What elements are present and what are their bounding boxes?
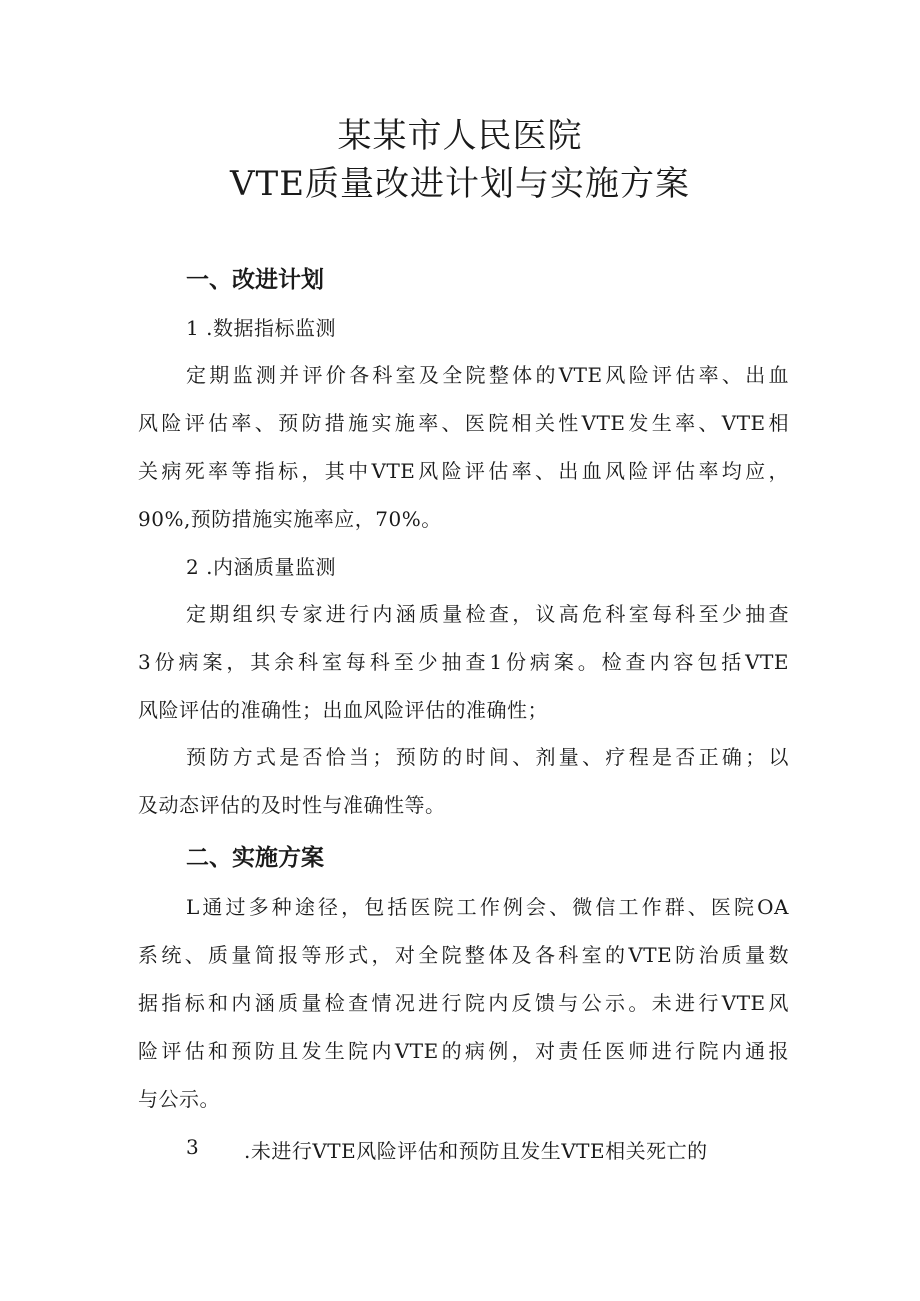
- paragraph-line: 系统、质量简报等形式，对全院整体及各科室的VTE防治质量数: [138, 943, 789, 967]
- item2-title: 2 .内涵质量监测: [186, 555, 336, 579]
- paragraph-line: 关病死率等指标，其中VTE风险评估率、出血风险评估率均应，: [138, 459, 789, 483]
- paragraph-line: 及动态评估的及时性与准确性等。: [138, 793, 446, 817]
- paragraph-line: L通过多种途径，包括医院工作例会、微信工作群、医院OA: [186, 895, 789, 919]
- paragraph-line: 据指标和内涵质量检查情况进行院内反馈与公示。未进行VTE风: [138, 991, 789, 1015]
- section1-heading: 一、改进计划: [186, 267, 324, 293]
- paragraph-line: 风险评估的准确性；出血风险评估的准确性；: [138, 698, 548, 722]
- paragraph-line: 定期监测并评价各科室及全院整体的VTE风险评估率、出血: [186, 363, 789, 387]
- paragraph-line: 预防方式是否恰当；预防的时间、剂量、疗程是否正确；以: [186, 745, 789, 769]
- paragraph-line: 3份病案，其余科室每科至少抽查1份病案。检查内容包括VTE: [138, 650, 789, 674]
- document-title-line2: VTE质量改进计划与实施方案: [229, 164, 691, 204]
- paragraph-line: 险评估和预防且发生院内VTE的病例，对责任医师进行院内通报: [138, 1039, 789, 1063]
- item3-number: 3: [186, 1135, 200, 1159]
- paragraph-line: 定期组织专家进行内涵质量检查，议高危科室每科至少抽查: [186, 602, 789, 626]
- paragraph-line: 90%,预防措施实施率应，70%。: [138, 507, 442, 531]
- document-title-line1: 某某市人民医院: [337, 116, 583, 156]
- item3-text: .未进行VTE风险评估和预防且发生VTE相关死亡的: [244, 1139, 708, 1163]
- item1-title: 1 .数据指标监测: [186, 316, 336, 340]
- section2-heading: 二、实施方案: [186, 845, 324, 871]
- paragraph-line: 风险评估率、预防措施实施率、医院相关性VTE发生率、VTE相: [138, 411, 789, 435]
- paragraph-line: 与公示。: [138, 1087, 220, 1111]
